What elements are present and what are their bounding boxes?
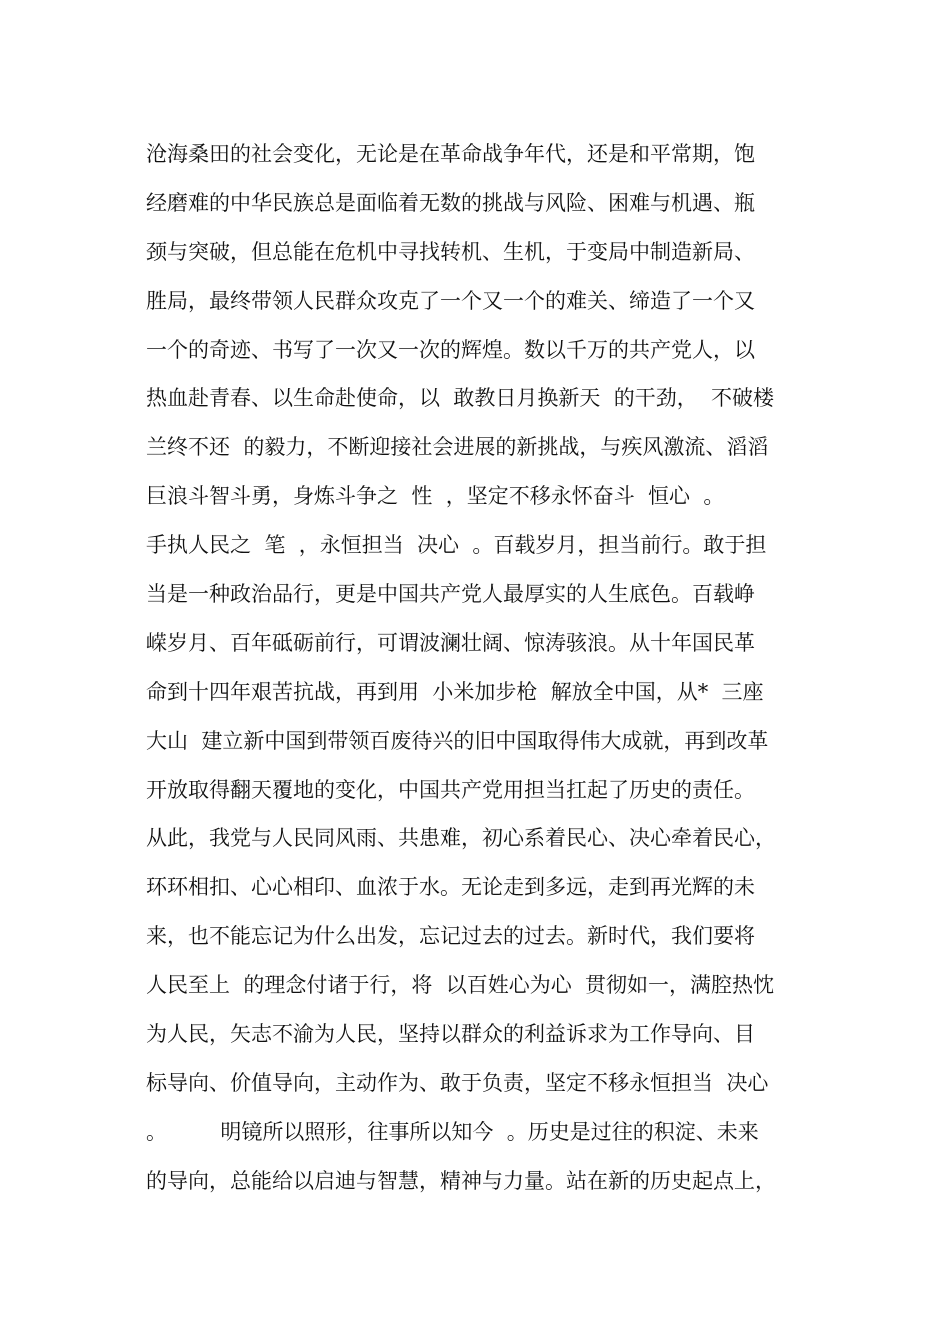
text-line: 。 明镜所以照形，往事所以知今 。历史是过往的积淀、未来 [146, 1119, 759, 1144]
body-text [146, 130, 826, 1206]
text-line: 大山 建立新中国到带领百废待兴的旧中国取得伟大成就，再到改革 [146, 728, 769, 753]
text-line: 嵘岁月、百年砥砺前行，可谓波澜壮阔、惊涛骇浪。从十年国民革 [146, 630, 755, 655]
text-line: 环环相扣、心心相印、血浓于水。无论走到多远，走到再光辉的未 [146, 875, 755, 900]
text-line: 标导向、价值导向，主动作为、敢于负责，坚定不移永恒担当 决心 [146, 1070, 769, 1095]
text-line: 经磨难的中华民族总是面临着无数的挑战与风险、困难与机遇、瓶 [146, 190, 755, 215]
text-line: 胜局，最终带领人民群众攻克了一个又一个的难关、缔造了一个又 [146, 288, 755, 313]
text-line: 为人民，矢志不渝为人民，坚持以群众的利益诉求为工作导向、目 [146, 1022, 755, 1047]
text-line: 巨浪斗智斗勇，身炼斗争之 性 ，坚定不移永怀奋斗 恒心 。 [146, 484, 725, 509]
text-line: 手执人民之 笔 ，永恒担当 决心 。百载岁月，担当前行。敢于担 [146, 533, 767, 558]
text-line: 人民至上 的理念付诸于行，将 以百姓心为心 贯彻如一，满腔热忱 [146, 973, 775, 998]
text-line: 命到十四年艰苦抗战，再到用 小米加步枪 解放全中国，从* 三座 [146, 679, 764, 704]
text-line: 颈与突破，但总能在危机中寻找转机、生机，于变局中制造新局、 [146, 239, 755, 264]
text-line: 当是一种政治品行，更是中国共产党人最厚实的人生底色。百载峥 [146, 582, 755, 607]
text-line: 来，也不能忘记为什么出发，忘记过去的过去。新时代，我们要将 [146, 924, 755, 949]
text-line: 开放取得翻天覆地的变化，中国共产党用担当扛起了历史的责任。 [146, 777, 755, 802]
text-line: 热血赴青春、以生命赴使命，以 敢教日月换新天 的干劲， 不破楼 [146, 386, 775, 411]
text-line: 兰终不还 的毅力，不断迎接社会进展的新挑战，与疾风激流、滔滔 [146, 435, 769, 460]
text-line: 的导向，总能给以启迪与智慧，精神与力量。站在新的历史起点上， [146, 1168, 776, 1193]
text-line: 一个的奇迹、书写了一次又一次的辉煌。数以千万的共产党人，以 [146, 337, 755, 362]
text-line: 从此，我党与人民同风雨、共患难，初心系着民心、决心牵着民心， [146, 826, 776, 851]
text-line: 沧海桑田的社会变化，无论是在革命战争年代，还是和平常期，饱 [146, 142, 755, 166]
